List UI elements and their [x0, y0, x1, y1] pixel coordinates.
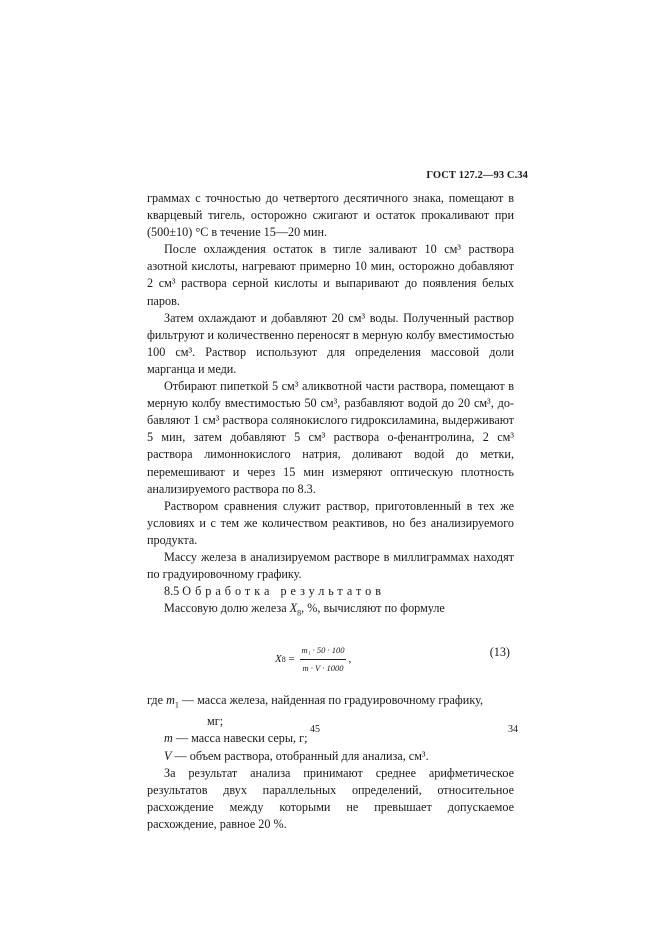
- paragraph: граммах с точностью до четвертого десятичного знака, помещают в кварцевый тигель, осторожно сжигают и остаток прокаливают при (500±10) °С в течение 15—20 мин.: [147, 191, 514, 240]
- paragraph: После охлаждения остаток в тигле заливают 10 см³ раствора азотной кислоты, нагревают примерно 10 мин, осторожно добавляют 2 см³ раствора серной кислоты и выпаривают до появления белых паров.: [147, 242, 514, 308]
- paragraph: За результат анализа принимают среднее арифметическое результатов двух параллельных определений, относительное расхождение между которыми не превышает допускаемое расхождение, равное 20 %.: [147, 765, 514, 831]
- paragraph: Массу железа в анализируемом растворе в миллиграммах находят по градуировочному графику.: [147, 549, 514, 582]
- footer-mark: 45: [310, 724, 320, 735]
- definition: V — объем раствора, отобранный для анализа, см³.: [164, 748, 429, 763]
- section-title: Обработка результатов: [182, 584, 385, 599]
- definition: где $m_1$ — масса железа, найденная по градуировочному графику,: [147, 692, 483, 710]
- page-body: [147, 190, 514, 833]
- paragraph: Раствором сравнения служит раствор, приготовленный в тех же условиях и с тем же количеством реактивов, но без анализируемого продукта.: [147, 498, 514, 547]
- section-heading: [147, 583, 514, 600]
- paragraph: Отбирают пипеткой 5 см³ аликвотной части раствора, помещают в мерную колбу вместимостью 50 см³, разбавляют водой до 20 см³, добавляют 1 см³ раствора солянокислого гидроксиламина, выдерживают 5 мин, затем добавляют 5 см³ раствора о-фенантролина, 2 см³ раствора лимоннокислого натрия, доливают водой до метки, перемешивают и через 15 мин измеряют оптическую плотность анализируемого раствора по 8.3.: [147, 379, 514, 496]
- numerator: m₁ · 50 · 100: [300, 642, 345, 660]
- paragraph: Затем охлаждают и добавляют 20 см³ воды. Полученный раствор фильтруют и количественно переносят в мерную колбу вместимостью 100 см³. Раствор используют для определения массовой доли марганца и меди.: [147, 310, 514, 376]
- page-number: 34: [508, 724, 518, 735]
- definitions: [147, 692, 514, 765]
- formula: X 8 = $\frac{\text{m₁ · 50 · 100}}{m \cdot V \cdot 1000}$ ,: [275, 642, 351, 677]
- definition: m — масса навески серы, г;: [164, 731, 308, 746]
- page-header: ГОСТ 127.2—93 С.34: [426, 170, 528, 181]
- section-number: 8.5: [164, 584, 180, 599]
- fraction: [300, 642, 345, 677]
- definition-continuation: мг;: [207, 714, 224, 729]
- variable: X: [289, 601, 298, 616]
- formula-block: [147, 630, 514, 682]
- section-intro: Массовую долю железа $X_8$, %, вычисляют по формуле: [164, 601, 445, 618]
- equation-number: (13): [489, 644, 510, 659]
- denominator: m · V · 1000: [302, 662, 344, 673]
